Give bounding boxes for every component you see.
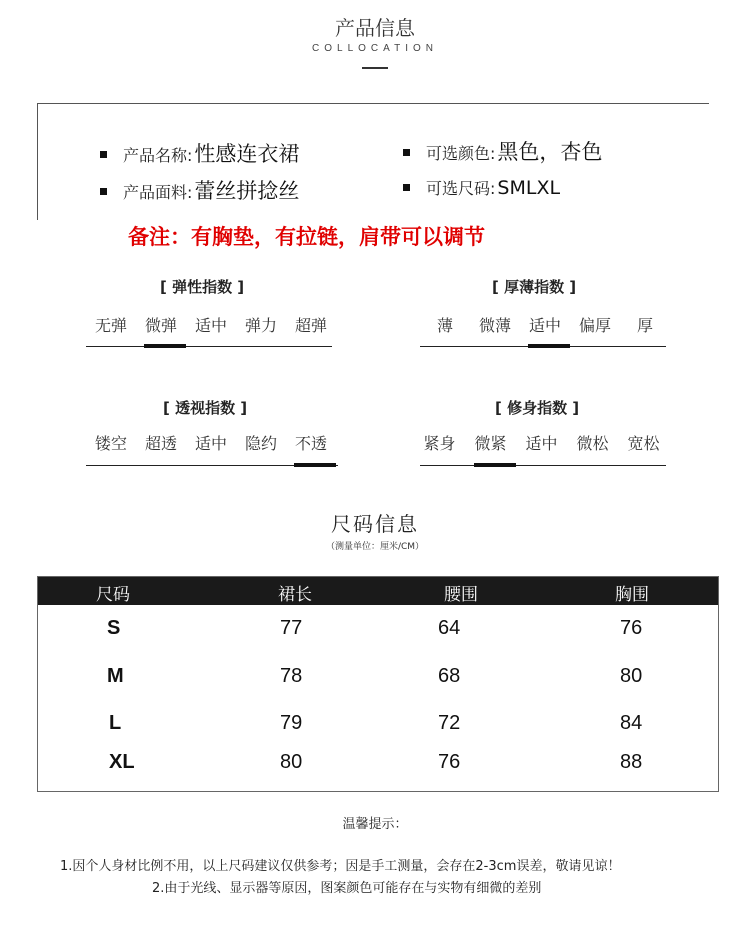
square-bullet-icon [403, 149, 410, 156]
table-cell-bust: 84 [620, 712, 643, 734]
table-cell-length: 79 [280, 712, 303, 734]
size-measure-unit: （测量单位：厘米/CM） [325, 542, 425, 552]
elasticity-index-options [86, 313, 336, 336]
table-cell-bust: 80 [620, 665, 643, 687]
product-size-row [403, 176, 560, 199]
product-size-label: 可选尺码: [426, 179, 496, 198]
thickness-index-options [420, 313, 670, 336]
table-cell-size: XL [109, 751, 135, 773]
section-title-product-info: 产品信息 [335, 16, 415, 40]
elasticity-selected-marker [144, 344, 186, 348]
size-header-waist: 腰围 [444, 585, 478, 605]
square-bullet-icon [100, 188, 107, 195]
size-header-length: 裙长 [278, 585, 312, 605]
product-color-label: 可选颜色: [426, 144, 496, 163]
table-cell-waist: 64 [438, 617, 461, 639]
elasticity-option: 无弹 [94, 316, 127, 335]
table-cell-length: 77 [280, 617, 303, 639]
elasticity-scale-line [86, 346, 332, 347]
table-cell-length: 80 [280, 751, 303, 773]
table-cell-length: 78 [280, 665, 303, 687]
thickness-index-title: [ 厚薄指数 ] [492, 278, 577, 296]
table-cell-size: M [107, 665, 124, 687]
transparency-option: 隐约 [244, 434, 277, 453]
size-header-bust: 胸围 [615, 585, 649, 605]
table-cell-bust: 76 [620, 617, 643, 639]
table-cell-size: S [107, 617, 121, 639]
transparency-option: 超透 [144, 434, 177, 453]
info-frame-left-border [37, 103, 38, 220]
size-table-header [38, 577, 718, 605]
product-name-value: 性感连衣裙 [194, 142, 300, 166]
product-name-label: 产品名称: [123, 146, 193, 165]
tips-title: 温馨提示： [342, 817, 408, 832]
fit-option: 适中 [525, 434, 558, 453]
table-cell-size: L [109, 712, 122, 734]
product-name-row [100, 138, 299, 168]
table-cell-waist: 68 [438, 665, 461, 687]
transparency-option: 镂空 [94, 434, 127, 453]
transparency-index-title: [ 透视指数 ] [163, 399, 248, 417]
elasticity-option: 弹力 [244, 316, 277, 335]
fit-option: 微松 [576, 434, 609, 453]
size-header-size: 尺码 [96, 585, 130, 605]
thickness-selected-marker [528, 344, 570, 348]
thickness-option: 偏厚 [578, 316, 611, 335]
product-color-row [403, 136, 602, 166]
transparency-selected-marker [294, 463, 336, 467]
transparency-option: 适中 [194, 434, 227, 453]
thickness-option: 微薄 [478, 316, 511, 335]
table-cell-waist: 76 [438, 751, 461, 773]
product-fabric-row [100, 175, 299, 205]
title-underline [362, 67, 388, 69]
table-cell-bust: 88 [620, 751, 643, 773]
elasticity-option: 适中 [194, 316, 227, 335]
fit-selected-marker [474, 463, 516, 467]
tip-line-1: 1.因个人身材比例不用，以上尺码建议仅供参考；因是手工测量，会存在2-3cm误差，敬请见谅！ [60, 859, 621, 874]
tip-line-2: 2.由于光线、显示器等原因，图案颜色可能存在与实物有细微的差别 [152, 881, 542, 896]
square-bullet-icon [100, 151, 107, 158]
product-fabric-value: 蕾丝拼捻丝 [194, 179, 300, 203]
fit-option: 紧身 [423, 434, 456, 453]
product-color-value: 黑色，杏色 [497, 140, 603, 164]
elasticity-option: 超弹 [294, 316, 327, 335]
fit-option: 宽松 [627, 434, 660, 453]
fit-index-title: [ 修身指数 ] [495, 399, 580, 417]
transparency-index-options [86, 431, 336, 454]
fit-index-options [414, 431, 669, 454]
info-frame-top-border [37, 103, 709, 104]
thickness-option: 适中 [528, 316, 561, 335]
size-table [37, 576, 719, 792]
product-note: 备注：有胸垫，有拉链，肩带可以调节 [128, 225, 485, 249]
fit-option: 微紧 [474, 434, 507, 453]
size-info-title: 尺码信息 [331, 512, 419, 536]
table-cell-waist: 72 [438, 712, 461, 734]
square-bullet-icon [403, 184, 410, 191]
product-size-value: SMLXL [497, 177, 561, 199]
elasticity-index-title: [ 弹性指数 ] [160, 278, 245, 296]
product-fabric-label: 产品面料: [123, 183, 193, 202]
elasticity-option: 微弹 [144, 316, 177, 335]
fit-scale-line [420, 465, 666, 466]
transparency-option: 不透 [294, 434, 327, 453]
section-subtitle-collocation: COLLOCATION [312, 43, 438, 54]
thickness-option: 薄 [436, 316, 453, 335]
thickness-option: 厚 [636, 316, 653, 335]
